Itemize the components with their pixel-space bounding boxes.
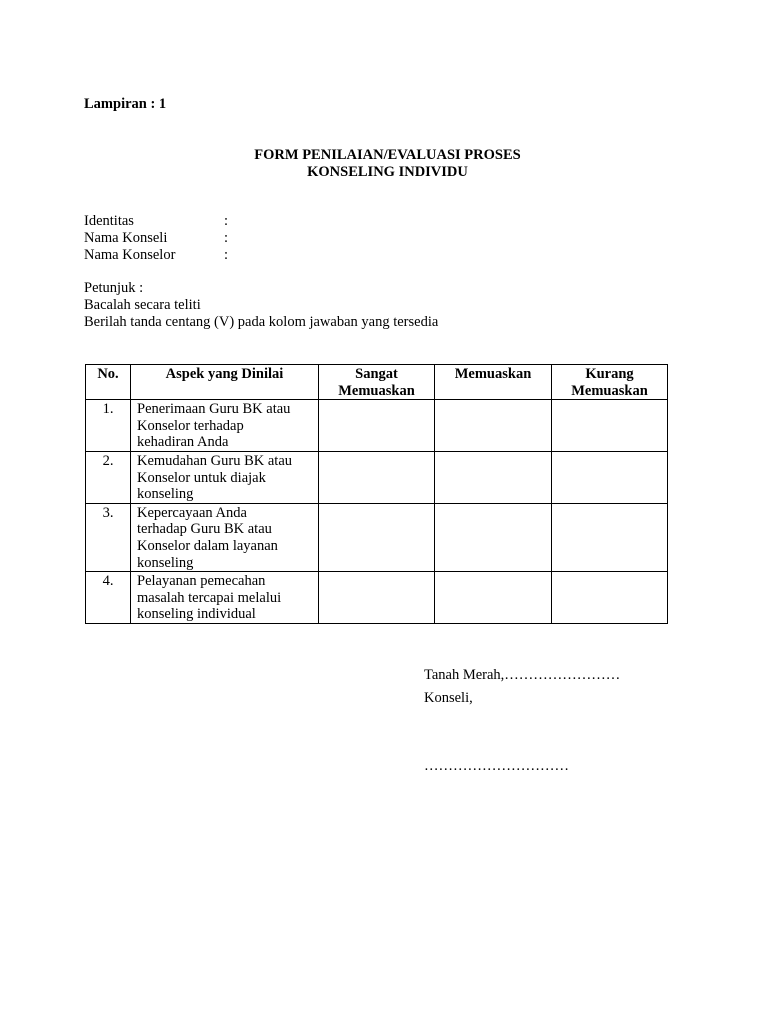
aspect-text-line: masalah tercapai melalui [137, 589, 282, 606]
header-no: No. [86, 365, 131, 400]
check-cell-less-satisfying[interactable] [552, 503, 668, 571]
check-cell-very-satisfying[interactable] [319, 451, 435, 503]
aspect-text-line: kehadiran Anda [137, 434, 229, 451]
aspect-text-line: Konselor untuk diajak [137, 469, 266, 486]
table-row [86, 572, 668, 624]
row-aspect [131, 572, 319, 624]
header-less-satisfying [552, 365, 668, 400]
form-title-line2: KONSELING INDIVIDU [307, 164, 468, 180]
signatory-role: Konseli, [424, 690, 473, 706]
aspect-text-line: Kemudahan Guru BK atau [137, 452, 293, 469]
instruction-line-2: Berilah tanda centang (V) pada kolom jawaban yang tersedia [84, 314, 439, 330]
row-number: 4. [86, 572, 131, 624]
check-cell-satisfying[interactable] [435, 572, 552, 624]
check-cell-less-satisfying[interactable] [552, 572, 668, 624]
signature-name-line: ………………………… [424, 758, 569, 774]
aspect-text-line: Kepercayaan Anda [137, 504, 247, 521]
table-row [86, 400, 668, 452]
check-cell-very-satisfying[interactable] [319, 400, 435, 452]
aspect-text-line: Pelayanan pemecahan [137, 573, 266, 590]
identity-colon: : [224, 213, 229, 229]
header-very-satisfying-line1: Sangat [355, 366, 398, 382]
aspect-text-line: Konselor terhadap [137, 417, 244, 434]
check-cell-very-satisfying[interactable] [319, 572, 435, 624]
row-aspect [131, 400, 319, 452]
table-row [86, 451, 668, 503]
counselee-name-colon: : [224, 230, 229, 246]
place-date-line: Tanah Merah,…………………… [424, 667, 621, 683]
check-cell-satisfying[interactable] [435, 451, 552, 503]
instructions-heading: Petunjuk : [84, 280, 144, 296]
check-cell-satisfying[interactable] [435, 400, 552, 452]
aspect-text-line: konseling individual [137, 606, 256, 623]
header-less-satisfying-line2: Memuaskan [571, 382, 648, 399]
attachment-label: Lampiran : 1 [84, 96, 167, 112]
check-cell-less-satisfying[interactable] [552, 400, 668, 452]
aspect-text-line: Konselor dalam layanan [137, 537, 278, 554]
row-number: 1. [86, 400, 131, 452]
row-number: 3. [86, 503, 131, 571]
identity-label: Identitas [84, 213, 134, 229]
aspect-text-line: konseling [137, 486, 194, 503]
table-header-row [86, 365, 668, 400]
header-less-satisfying-line1: Kurang [585, 366, 634, 382]
instruction-line-1: Bacalah secara teliti [84, 297, 201, 313]
check-cell-satisfying[interactable] [435, 503, 552, 571]
aspect-text-line: konseling [137, 554, 194, 571]
header-aspect: Aspek yang Dinilai [131, 365, 319, 400]
header-very-satisfying [319, 365, 435, 400]
form-title-line1: FORM PENILAIAN/EVALUASI PROSES [254, 147, 521, 163]
aspect-text-line: terhadap Guru BK atau [137, 521, 272, 538]
header-very-satisfying-line2: Memuaskan [338, 382, 415, 399]
row-aspect [131, 451, 319, 503]
counselor-name-label: Nama Konselor [84, 247, 176, 263]
row-number: 2. [86, 451, 131, 503]
evaluation-table [85, 364, 668, 624]
check-cell-very-satisfying[interactable] [319, 503, 435, 571]
row-aspect [131, 503, 319, 571]
table-row [86, 503, 668, 571]
counselor-name-colon: : [224, 247, 229, 263]
check-cell-less-satisfying[interactable] [552, 451, 668, 503]
header-satisfying: Memuaskan [435, 365, 552, 400]
counselee-name-label: Nama Konseli [84, 230, 168, 246]
aspect-text-line: Penerimaan Guru BK atau [137, 401, 291, 418]
